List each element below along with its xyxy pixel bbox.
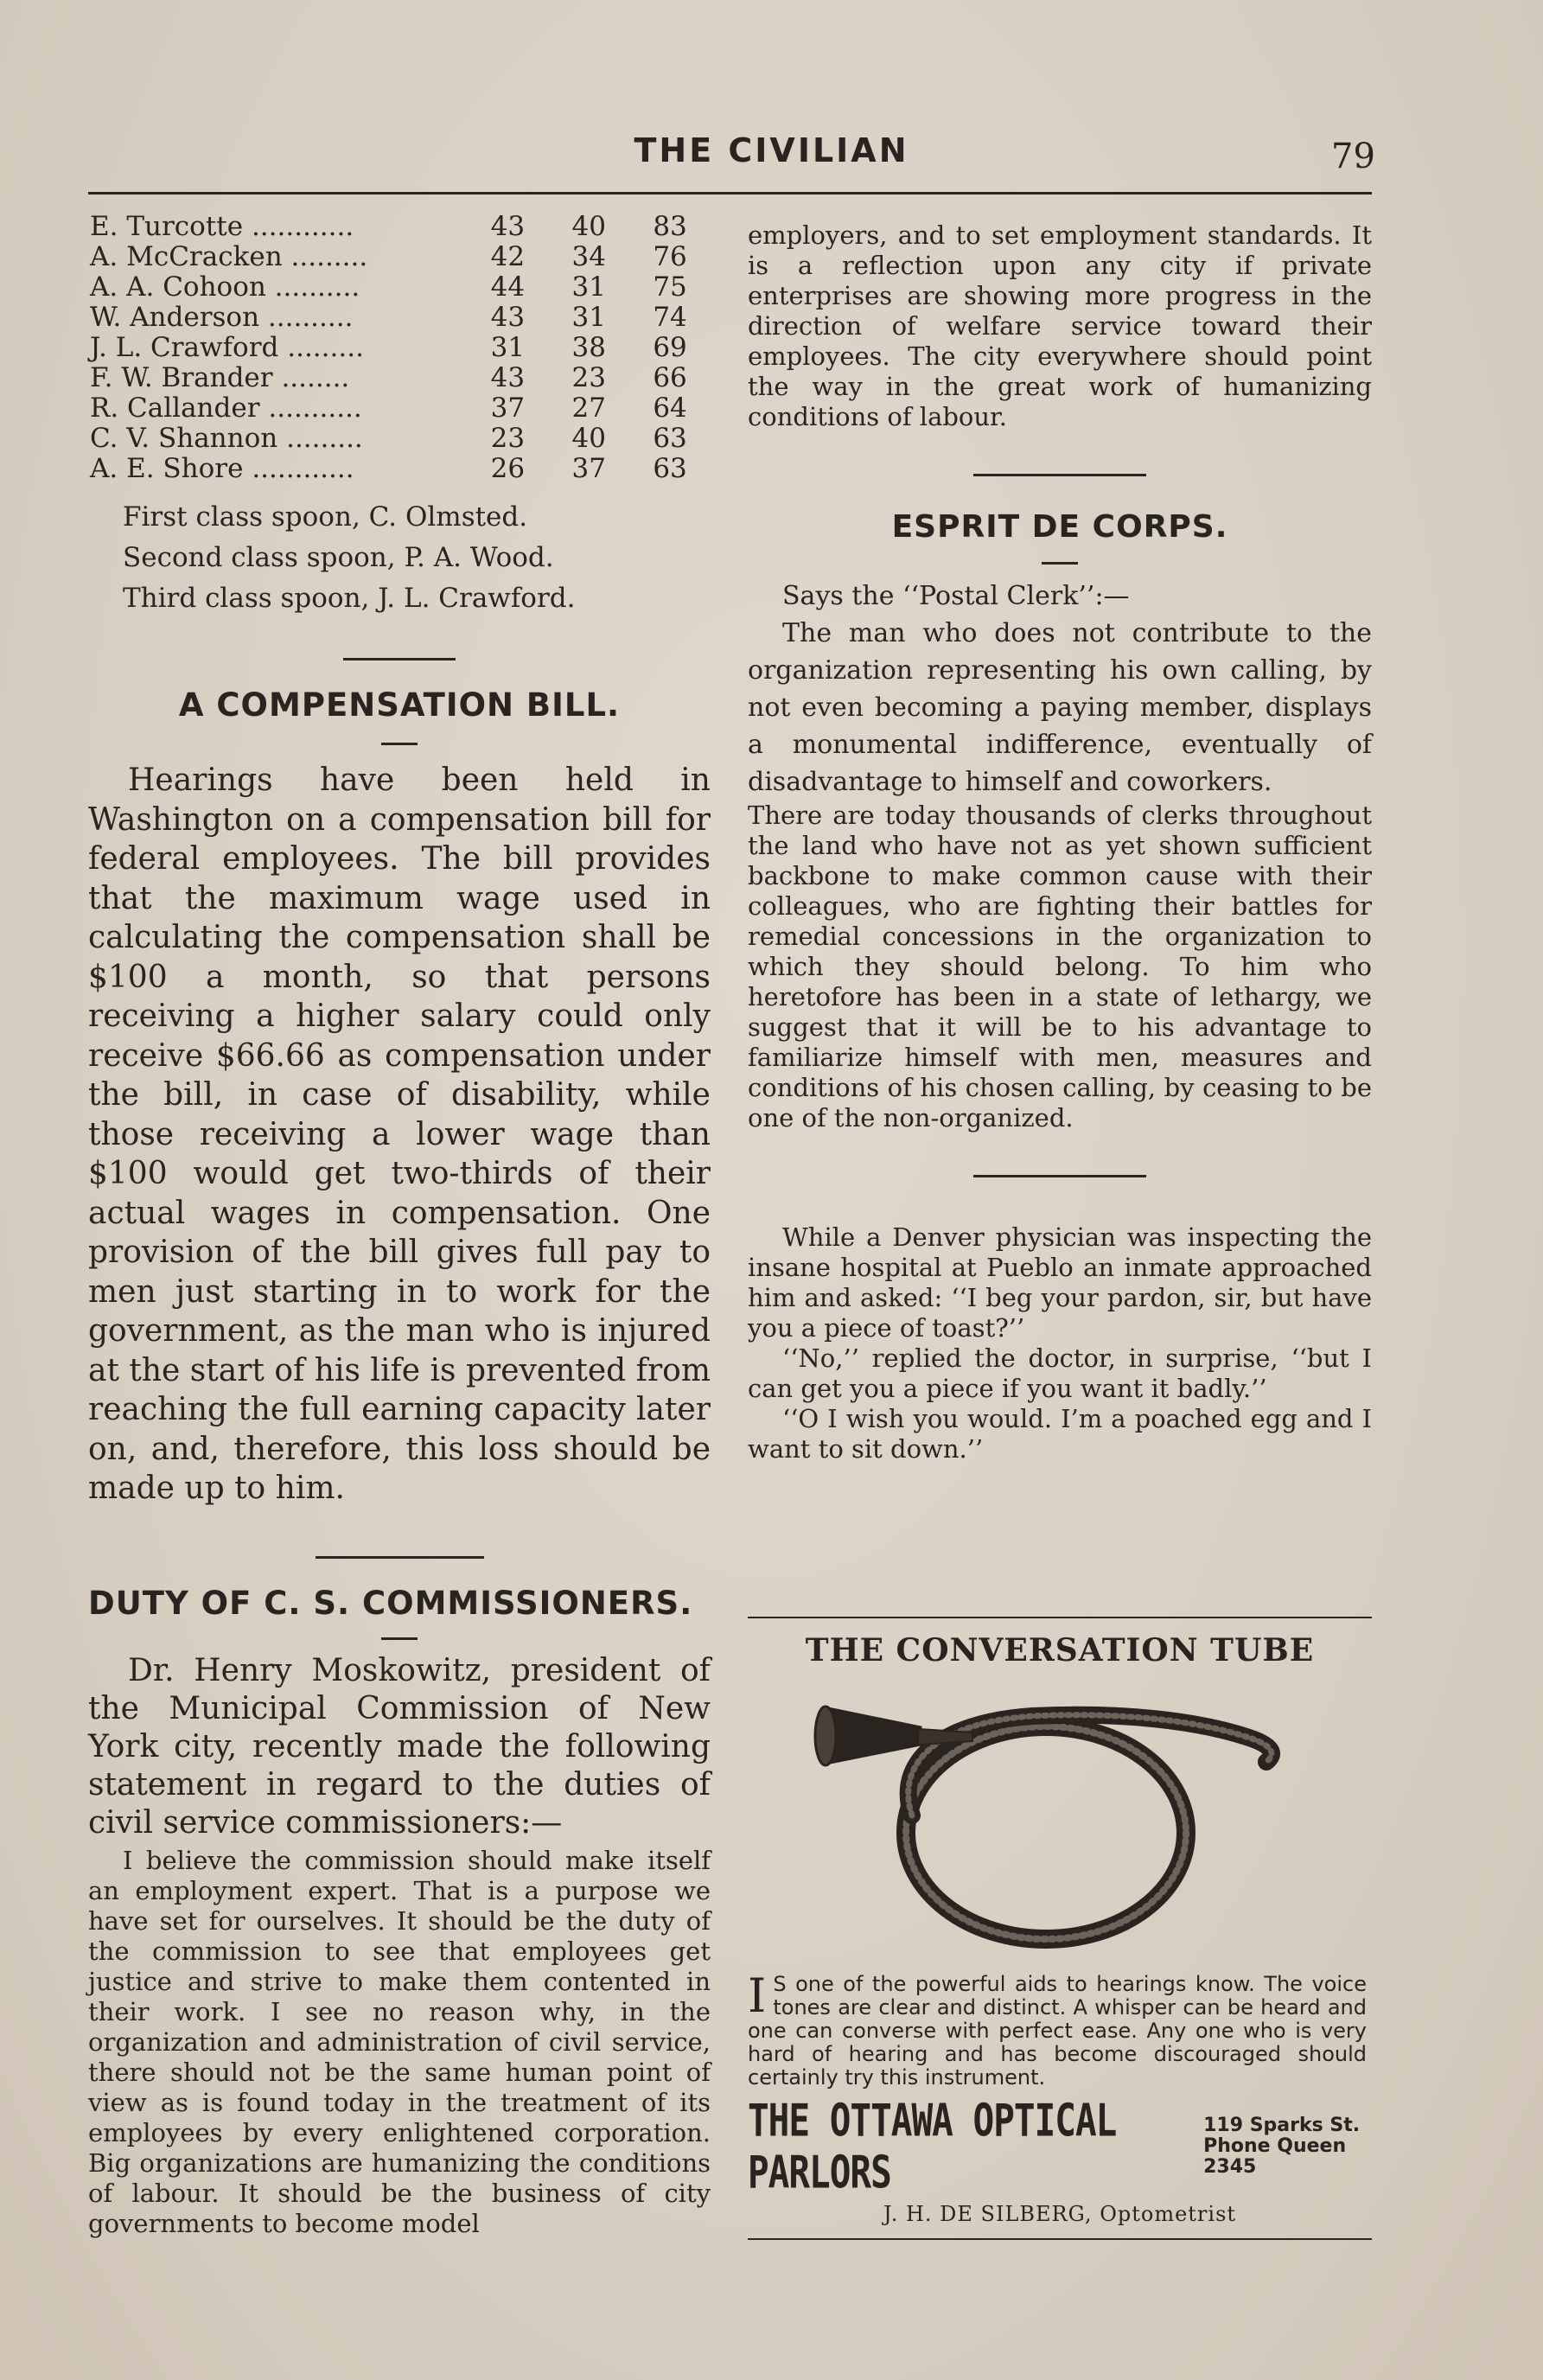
score-total: 74 [653, 302, 687, 333]
ad-title: THE CONVERSATION TUBE [805, 1632, 1315, 1669]
score-first: 43 [490, 302, 526, 333]
score-row [90, 363, 711, 393]
ad-phone: Phone Queen 2345 [1203, 2135, 1347, 2178]
score-name: A. A. Cohoon .......... [90, 271, 360, 303]
score-name: E. Turcotte ............ [90, 211, 354, 242]
joke-p2: ‘‘No,’’ replied the doctor, in surprise, ‘‘but I can get you a piece if you want it badly.’’ [748, 1343, 1372, 1403]
score-name: J. L. Crawford ......... [90, 332, 364, 363]
title-dash [381, 1637, 418, 1640]
ad-address-block [1203, 2115, 1372, 2178]
score-total: 66 [653, 362, 687, 393]
score-name: F. W. Brander ........ [90, 362, 350, 393]
ad-top-rule [748, 1617, 1372, 1618]
score-total: 75 [653, 271, 687, 303]
score-total: 63 [653, 453, 687, 484]
esprit-title: ESPRIT DE CORPS. [891, 509, 1228, 545]
ad-dropcap: I [748, 1968, 767, 2023]
ad-text [748, 1968, 1367, 2090]
score-total: 83 [653, 211, 687, 242]
right-column [748, 220, 1372, 1464]
score-total: 69 [653, 332, 687, 363]
spoon-second: Second class spoon, P. A. Wood. [123, 542, 554, 573]
ad-company-name: THE OTTAWA OPTICAL PARLORS [748, 2095, 1117, 2198]
score-row [90, 242, 711, 272]
compensation-body: Hearings have been held in Washington on a compensation bill for federal employees. The bill provides that the maximum wage used in calculating the compensation shall be $100 a month, so that persons receiving a higher salary could only receive $66.66 as compensation under the bill, in case of disability, while those receiving a lower wage than $100 would get two-thirds of their actual wages in compensation. One provision of the bill gives full pay to men just starting in to work for the government, as the man who is injured at the start of his life is prevented from reaching the full earning capacity later on, and, therefore, this loss should be made up to him. [88, 762, 711, 1506]
score-name: A. E. Shore ............ [90, 453, 354, 484]
joke-p3: ‘‘O I wish you would. I’m a poached egg and I want to sit down.’’ [748, 1404, 1372, 1464]
score-name: W. Anderson .......... [90, 302, 354, 333]
score-row [90, 424, 711, 454]
ad-body: S one of the powerful aids to hearings know. The voice tones are clear and distinct. A whisper can be heard and one can converse with perfect ease. Any one who is very hard of hearing and has become discouraged should certainly try this instrument. [748, 1972, 1367, 2090]
title-dash [1042, 562, 1078, 565]
score-total: 76 [653, 241, 687, 272]
score-first: 42 [490, 241, 526, 272]
score-first: 26 [490, 453, 526, 484]
spoon-list [123, 497, 711, 619]
score-first: 37 [490, 392, 526, 424]
score-row [90, 454, 711, 484]
journal-title: THE CIVILIAN [634, 131, 909, 169]
score-name: R. Callander ........... [90, 392, 362, 424]
section-divider [973, 1175, 1146, 1177]
score-row [90, 212, 711, 242]
score-second: 38 [571, 332, 606, 363]
score-first: 44 [490, 271, 526, 303]
ad-company-row [748, 2095, 1372, 2198]
score-total: 63 [653, 423, 687, 454]
score-second: 34 [571, 241, 606, 272]
continuation-text: employers, and to set employment standards. It is a reflection upon any city if private enterprises are showing more progress in the direction of welfare service toward their employees. The city everywhere should point the way in the great work of humanizing conditions of labour. [748, 220, 1372, 431]
section-divider [343, 658, 456, 660]
spoon-first: First class spoon, C. Olmsted. [123, 501, 528, 533]
section-divider [973, 474, 1146, 476]
ad-optometrist: J. H. DE SILBERG, Optometrist [883, 2202, 1237, 2226]
score-first: 43 [490, 211, 526, 242]
score-first: 31 [490, 332, 526, 363]
score-row [90, 303, 711, 333]
score-total: 64 [653, 392, 687, 424]
esprit-says: Says the ‘‘Postal Clerk’’:— [782, 581, 1130, 611]
score-second: 31 [571, 302, 606, 333]
ad-bottom-rule [748, 2238, 1372, 2240]
score-second: 23 [571, 362, 606, 393]
score-row [90, 333, 711, 363]
score-second: 40 [571, 423, 606, 454]
score-second: 40 [571, 211, 606, 242]
page-number: 79 [1331, 137, 1375, 176]
duty-title: DUTY OF C. S. COMMISSIONERS. [88, 1584, 693, 1622]
duty-intro: Dr. Henry Moskowitz, president of the Municipal Commission of New York city, recently made the following statement in regard to the duties of civil service commissioners:— [88, 1652, 711, 1841]
score-name: C. V. Shannon ......... [90, 423, 363, 454]
spoon-third: Third class spoon, J. L. Crawford. [123, 583, 576, 614]
left-column [88, 212, 711, 2239]
score-row [90, 393, 711, 424]
score-second: 37 [571, 453, 606, 484]
title-dash [381, 743, 418, 745]
compensation-title: A COMPENSATION BILL. [178, 686, 621, 724]
score-table [90, 212, 711, 484]
score-name: A. McCracken ......... [90, 241, 368, 272]
score-second: 31 [571, 271, 606, 303]
esprit-body-a: The man who does not contribute to the organization representing his own calling, by not even becoming a paying member, displays a monumental indifference, eventually of disadvantage to himself and coworkers. [748, 618, 1372, 797]
esprit-body-b: There are today thousands of clerks throughout the land who have not as yet shown sufficient backbone to make common cause with their colleagues, who are fighting their battles for remedial concessions in the organization to which they should belong. To him who heretofore has been in a state of lethargy, we suggest that it will be to his advantage to familiarize himself with men, measures and conditions of his chosen calling, by ceasing to be one of the non-organized. [748, 801, 1372, 1133]
joke-p1: While a Denver physician was inspecting the insane hospital at Pueblo an inmate approached him and asked: ‘‘I beg your pardon, sir, but have you a piece of toast?’’ [748, 1222, 1372, 1343]
section-divider [316, 1556, 484, 1559]
score-row [90, 272, 711, 303]
header-rule [88, 192, 1372, 195]
conversation-tube-illustration [748, 1669, 1372, 1954]
score-first: 43 [490, 362, 526, 393]
duty-quote: I believe the commission should make itself an employment expert. That is a purpose we have set for ourselves. It should be the duty of the commission to see that employees get justice and strive to make them contented in their work. I see no reason why, in the organization and administration of civil service, there should not be the same human point of view as is found today in the treatment of its employees by every enlightened corporation. Big organizations are humanizing the conditions of labour. It should be the business of city governments to become model [88, 1845, 711, 2238]
score-second: 27 [571, 392, 606, 424]
ad-address: 119 Sparks St. [1203, 2115, 1361, 2136]
advertisement [748, 1617, 1372, 2240]
score-first: 23 [490, 423, 526, 454]
